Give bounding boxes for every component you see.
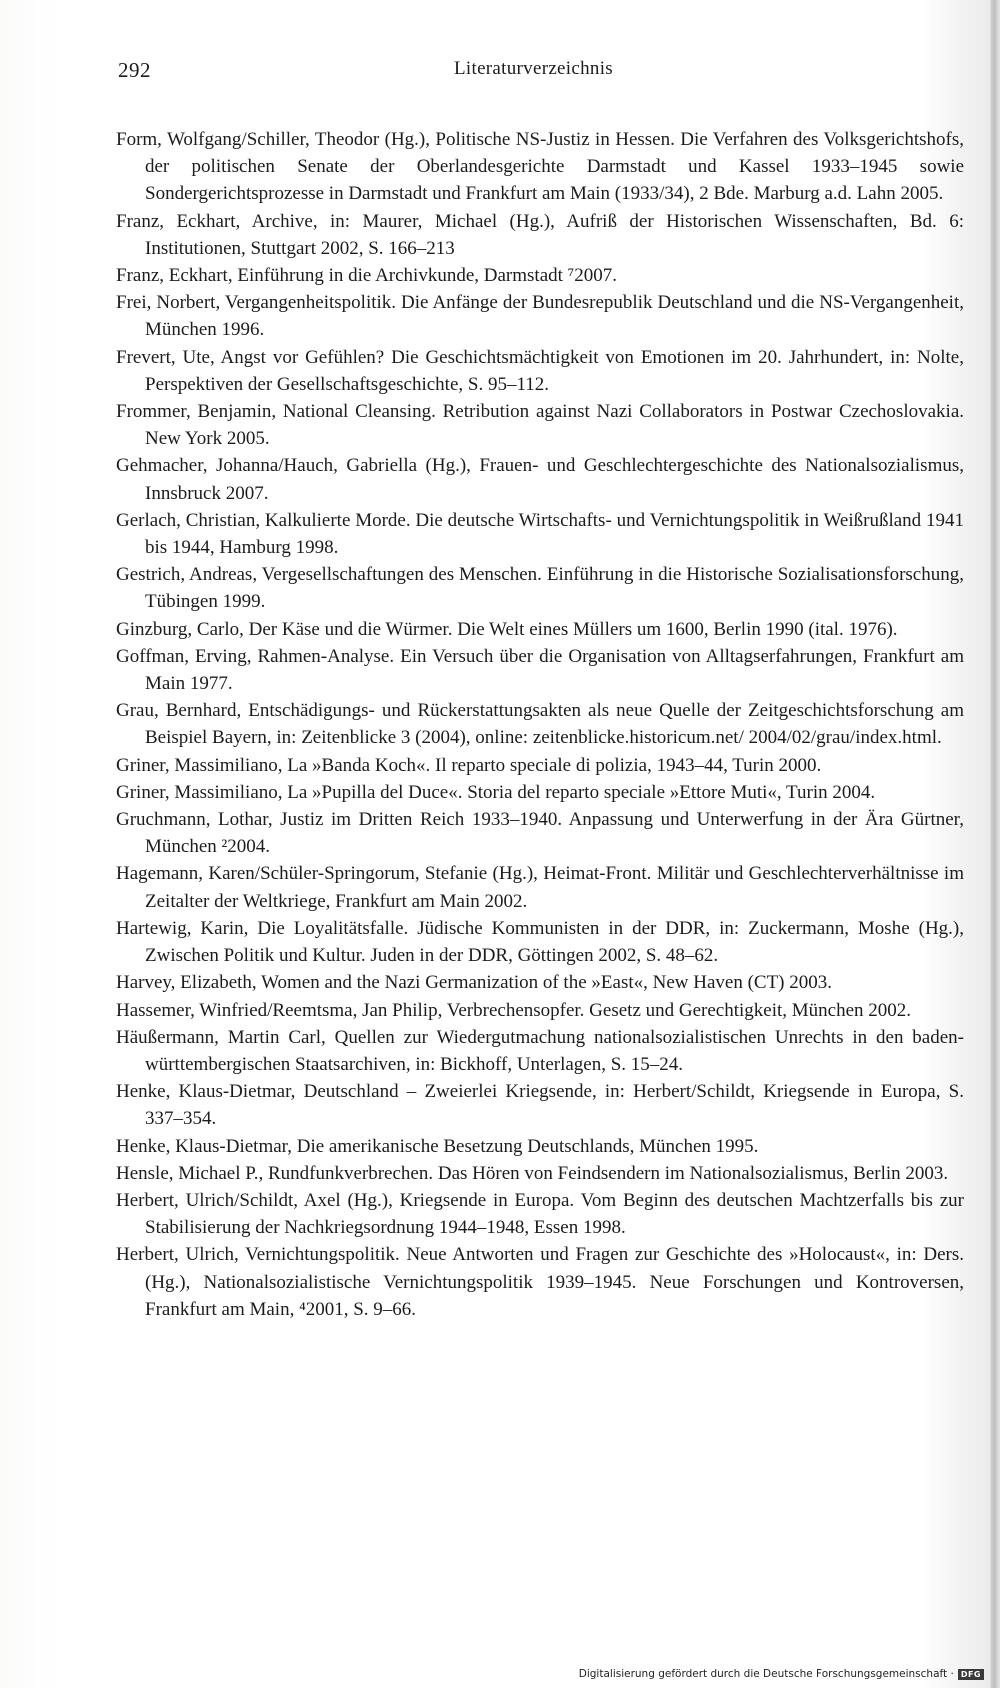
bibliography-entry: Gerlach, Christian, Kalkulierte Morde. Die deutsche Wirtschafts- und Vernichtungspolitik in Weißrußland 1941 bis 1944, Hamburg 1998. (116, 509, 964, 559)
bibliography-list (116, 126, 964, 1323)
running-head: Literaturverzeichnis (454, 58, 613, 79)
bibliography-entry: Hensle, Michael P., Rundfunkverbrechen. Das Hören von Feindsendern im Nationalsozialismus, Berlin 2003. (116, 1162, 949, 1184)
bibliography-entry: Harvey, Elizabeth, Women and the Nazi Germanization of the »East«, New Haven (CT) 2003. (116, 972, 833, 994)
bibliography-entry: Griner, Massimiliano, La »Banda Koch«. Il reparto speciale di polizia, 1943–44, Turin 2000. (116, 754, 822, 776)
bibliography-entry: Griner, Massimiliano, La »Pupilla del Duce«. Storia del reparto speciale »Ettore Muti«, Turin 2004. (116, 781, 876, 803)
bibliography-entry: Goffman, Erving, Rahmen-Analyse. Ein Versuch über die Organisation von Alltagserfahrungen, Frankfurt am Main 1977. (116, 645, 964, 695)
bibliography-entry: Hassemer, Winfried/Reemtsma, Jan Philip, Verbrechensopfer. Gesetz und Gerechtigkeit, München 2002. (116, 999, 912, 1021)
bibliography-entry: Hartewig, Karin, Die Loyalitätsfalle. Jüdische Kommunisten in der DDR, in: Zuckermann, Moshe (Hg.), Zwischen Politik und Kultur. Juden in der DDR, Göttingen 2002, S. 48–62. (116, 917, 964, 967)
bibliography-entry: Gruchmann, Lothar, Justiz im Dritten Reich 1933–1940. Anpassung und Unterwerfung in der Ära Gürtner, München ²2004. (116, 809, 964, 858)
bibliography-entry: Henke, Klaus-Dietmar, Deutschland – Zweierlei Kriegsende, in: Herbert/Schildt, Kriegsende in Europa, S. 337–354. (116, 1081, 964, 1130)
bibliography-entry: Gestrich, Andreas, Vergesellschaftungen des Menschen. Einführung in die Historische Sozialisationsforschung, Tübingen 1999. (116, 564, 964, 613)
bibliography-entry: Hagemann, Karen/Schüler-Springorum, Stefanie (Hg.), Heimat-Front. Militär und Geschlechterverhältnisse im Zeitalter der Weltkriege, Frankfurt am Main 2002. (116, 863, 964, 912)
bibliography-entry: Franz, Eckhart, Einführung in die Archivkunde, Darmstadt ⁷2007. (116, 265, 618, 287)
bibliography-entry: Form, Wolfgang/Schiller, Theodor (Hg.), Politische NS-Justiz in Hessen. Die Verfahren des Volksgerichtshofs, der politischen Senate der Oberlandesgerichte Darmstadt und Kassel 1933–1945 sowie Sondergerichtsprozesse in Darmstadt und Frankfurt am Main (1933/34), 2 Bde. Marburg a.d. Lahn 2005. (116, 129, 964, 205)
bibliography-entry: Gehmacher, Johanna/Hauch, Gabriella (Hg.), Frauen- und Geschlechtergeschichte des Nationalsozialismus, Innsbruck 2007. (116, 455, 964, 504)
page-number: 292 (118, 58, 151, 82)
bibliography-entry: Häußermann, Martin Carl, Quellen zur Wiedergutmachung nationalsozialistischen Unrechts in den baden-württembergischen Staatsarchiven, in: Bickhoff, Unterlagen, S. 15–24. (116, 1026, 964, 1075)
bibliography-entry: Henke, Klaus-Dietmar, Die amerikanische Besetzung Deutschlands, München 1995. (116, 1135, 759, 1157)
dfg-logo: DFG (958, 1669, 984, 1680)
page-edge-shadow (990, 0, 1000, 1688)
bibliography-entry: Grau, Bernhard, Entschädigungs- und Rückerstattungsakten als neue Quelle der Zeitgeschichtsforschung am Beispiel Bayern, in: Zeitenblicke 3 (2004), online: zeitenblicke.historicum.net/ 2004/02/grau/index.html. (116, 700, 964, 749)
bibliography-entry: Frei, Norbert, Vergangenheitspolitik. Die Anfänge der Bundesrepublik Deutschland und die NS-Vergangenheit, München 1996. (116, 292, 964, 341)
bibliography-entry: Herbert, Ulrich, Vernichtungspolitik. Neue Antworten und Fragen zur Geschichte des »Holocaust«, in: Ders. (Hg.), Nationalsozialistische Vernichtungspolitik 1939–1945. Neue Forschungen und Kontroversen, Frankfurt am Main, ⁴2001, S. 9–66. (116, 1244, 964, 1320)
digitization-footer (579, 1668, 984, 1680)
bibliography-entry: Herbert, Ulrich/Schildt, Axel (Hg.), Kriegsende in Europa. Vom Beginn des deutschen Machtzerfalls bis zur Stabilisierung der Nachkriegsordnung 1944–1948, Essen 1998. (116, 1189, 964, 1239)
bibliography-entry: Franz, Eckhart, Archive, in: Maurer, Michael (Hg.), Aufriß der Historischen Wissenschaften, Bd. 6: Institutionen, Stuttgart 2002, S. 166–213 (116, 210, 964, 259)
bibliography-entry: Frevert, Ute, Angst vor Gefühlen? Die Geschichtsmächtigkeit von Emotionen im 20. Jahrhundert, in: Nolte, Perspektiven der Gesellschaftsgeschichte, S. 95–112. (116, 346, 964, 395)
funding-notice: Digitalisierung gefördert durch die Deutsche Forschungsgemeinschaft · (578, 1668, 954, 1680)
bibliography-entry: Ginzburg, Carlo, Der Käse und die Würmer. Die Welt eines Müllers um 1600, Berlin 1990 (ital. 1976). (116, 618, 898, 640)
bibliography-entry: Frommer, Benjamin, National Cleansing. Retribution against Nazi Collaborators in Postwar Czechoslovakia. New York 2005. (116, 401, 964, 450)
